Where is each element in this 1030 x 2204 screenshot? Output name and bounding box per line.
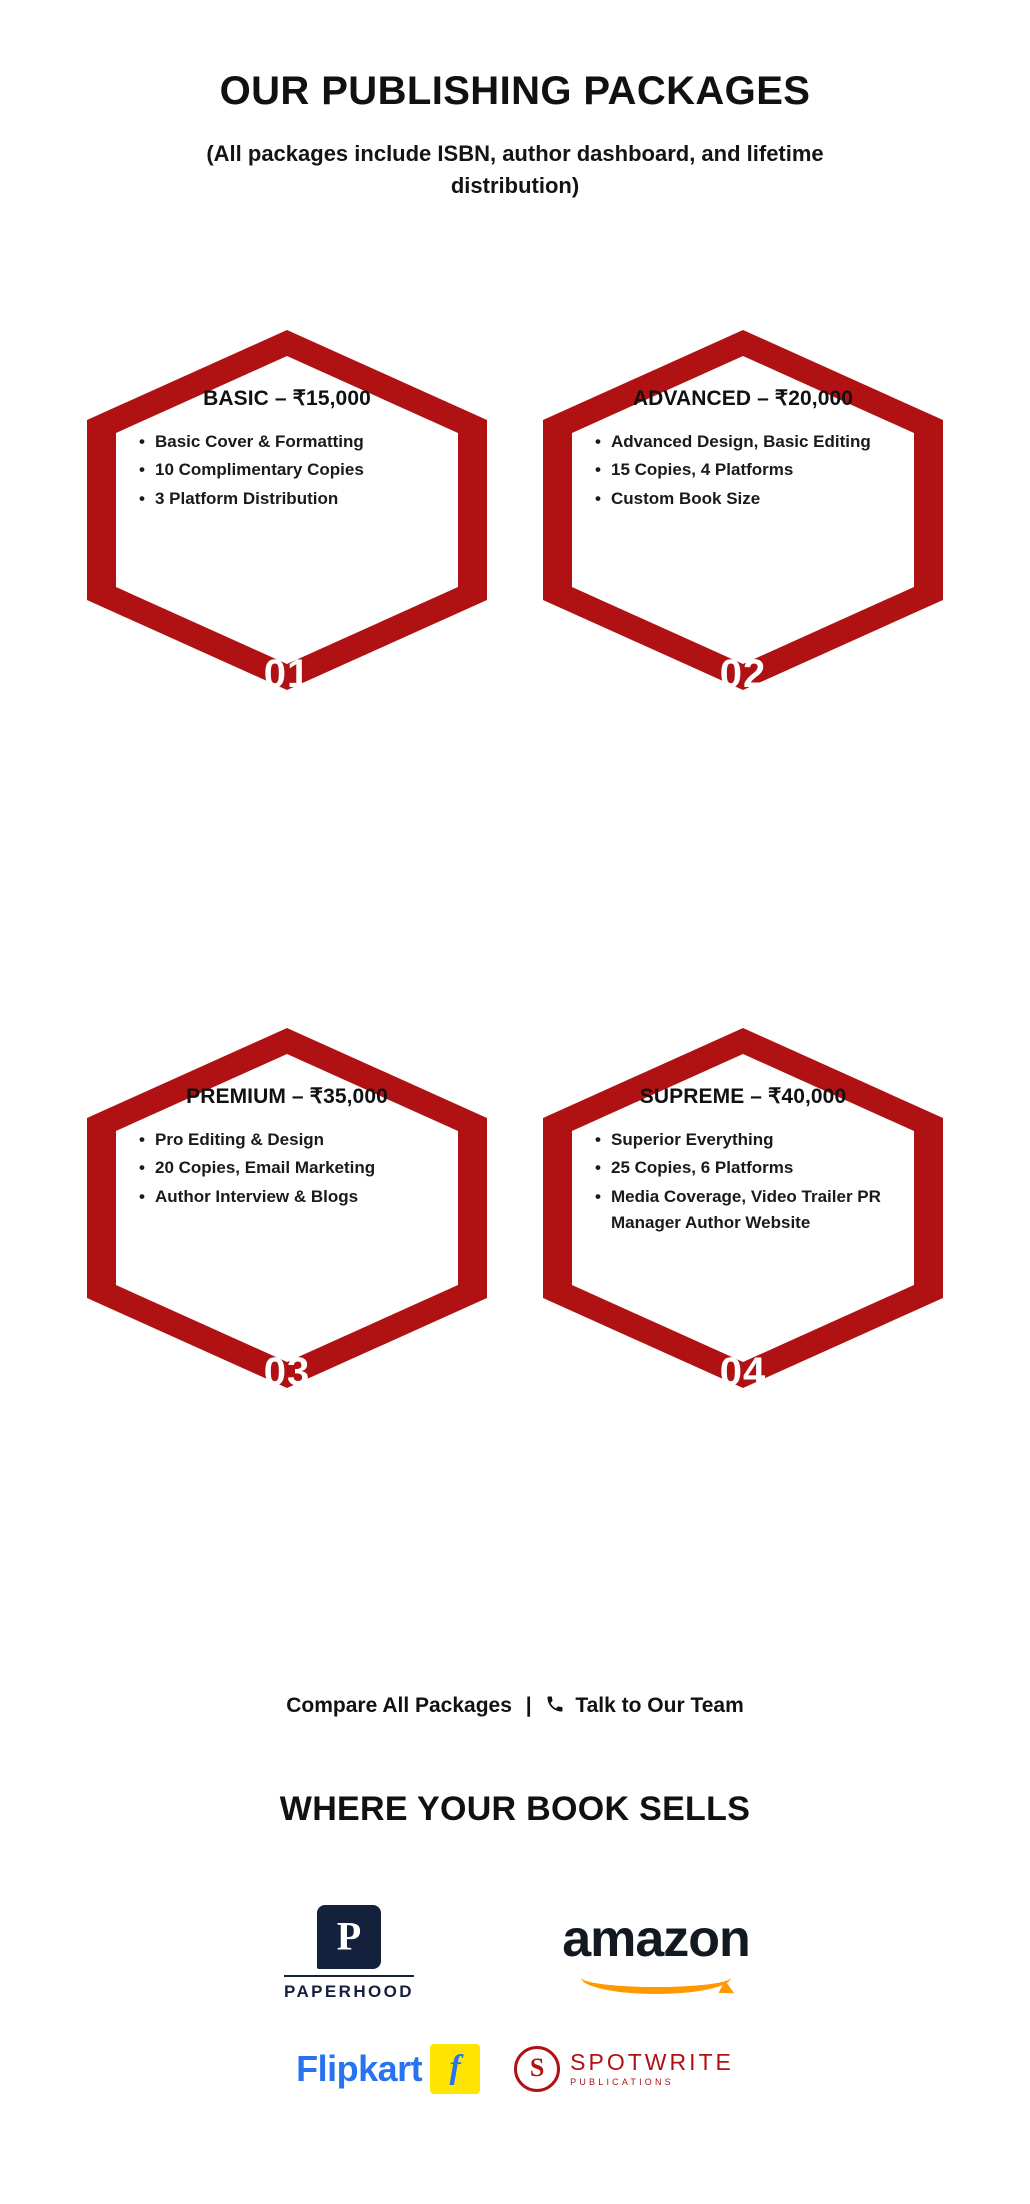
package-number: 04 (719, 1350, 767, 1394)
spotwrite-name: SPOTWRITE (570, 2049, 734, 2076)
list-item: • 3 Platform Distribution (139, 486, 441, 512)
flipkart-bag-icon (430, 2044, 480, 2094)
list-item: • Basic Cover & Formatting (139, 429, 441, 455)
where-book-sells-title: WHERE YOUR BOOK SELLS (279, 1790, 751, 1828)
spotwrite-mark-icon (514, 2046, 560, 2092)
package-card-supreme[interactable] (543, 1028, 943, 1558)
package-title: BASIC – ₹15,000 (203, 387, 371, 410)
logo-flipkart (296, 2044, 480, 2094)
package-content (133, 1084, 441, 1212)
compare-packages-link[interactable]: Compare All Packages (286, 1694, 512, 1717)
package-content (133, 386, 441, 514)
page-subtitle: (All packages include ISBN, author dashboard, and lifetime distribution) (206, 141, 824, 198)
packages-row-bottom (0, 1028, 1030, 1558)
flipkart-wordmark: Flipkart (296, 2048, 423, 2089)
cta-bar (0, 1692, 1030, 1718)
package-title: PREMIUM – ₹35,000 (186, 1085, 388, 1108)
list-item: • Pro Editing & Design (139, 1127, 441, 1153)
paperhood-wordmark: PAPERHOOD (284, 1975, 414, 2002)
logo-paperhood (264, 1905, 434, 2002)
talk-to-team-link[interactable]: Talk to Our Team (575, 1694, 744, 1717)
list-item: • Author Interview & Blogs (139, 1184, 441, 1210)
package-number: 01 (263, 652, 311, 696)
list-item: • Custom Book Size (595, 486, 897, 512)
retailer-logos (0, 1905, 1030, 2094)
packages-row-top (0, 330, 1030, 860)
logo-row-primary (0, 1905, 1030, 2002)
cta-separator: | (525, 1694, 532, 1717)
paperhood-mark-icon (317, 1905, 381, 1969)
package-content (589, 1084, 897, 1238)
packages-grid (0, 330, 1030, 1558)
logo-spotwrite (514, 2046, 734, 2092)
list-item: • 20 Copies, Email Marketing (139, 1155, 441, 1181)
package-content (589, 386, 897, 514)
phone-icon (545, 1694, 565, 1720)
package-number: 03 (263, 1350, 311, 1394)
list-item: • 15 Copies, 4 Platforms (595, 457, 897, 483)
list-item: • 25 Copies, 6 Platforms (595, 1155, 897, 1181)
header (0, 68, 1030, 202)
package-title: ADVANCED – ₹20,000 (632, 387, 854, 410)
package-card-advanced[interactable] (543, 330, 943, 860)
list-item: • Superior Everything (595, 1127, 897, 1153)
page-title: OUR PUBLISHING PACKAGES (219, 69, 811, 113)
spotwrite-subtitle: PUBLICATIONS (570, 2076, 674, 2087)
amazon-smile-icon (581, 1961, 731, 1994)
package-feature-list (589, 429, 897, 512)
list-item: • Advanced Design, Basic Editing (595, 429, 897, 455)
amazon-wordmark: amazon (562, 1910, 750, 1968)
package-card-premium[interactable] (87, 1028, 487, 1558)
package-title: SUPREME – ₹40,000 (639, 1085, 847, 1108)
spotwrite-wordmark (570, 2050, 734, 2087)
list-item: • 10 Complimentary Copies (139, 457, 441, 483)
package-feature-list (133, 1127, 441, 1210)
list-item: • Media Coverage, Video Trailer PR Manager Author Website (595, 1184, 897, 1237)
package-number: 02 (719, 652, 767, 696)
package-feature-list (589, 1127, 897, 1236)
package-feature-list (133, 429, 441, 512)
package-card-basic[interactable] (87, 330, 487, 860)
logo-row-secondary (0, 2044, 1030, 2094)
logo-amazon (546, 1910, 766, 1994)
